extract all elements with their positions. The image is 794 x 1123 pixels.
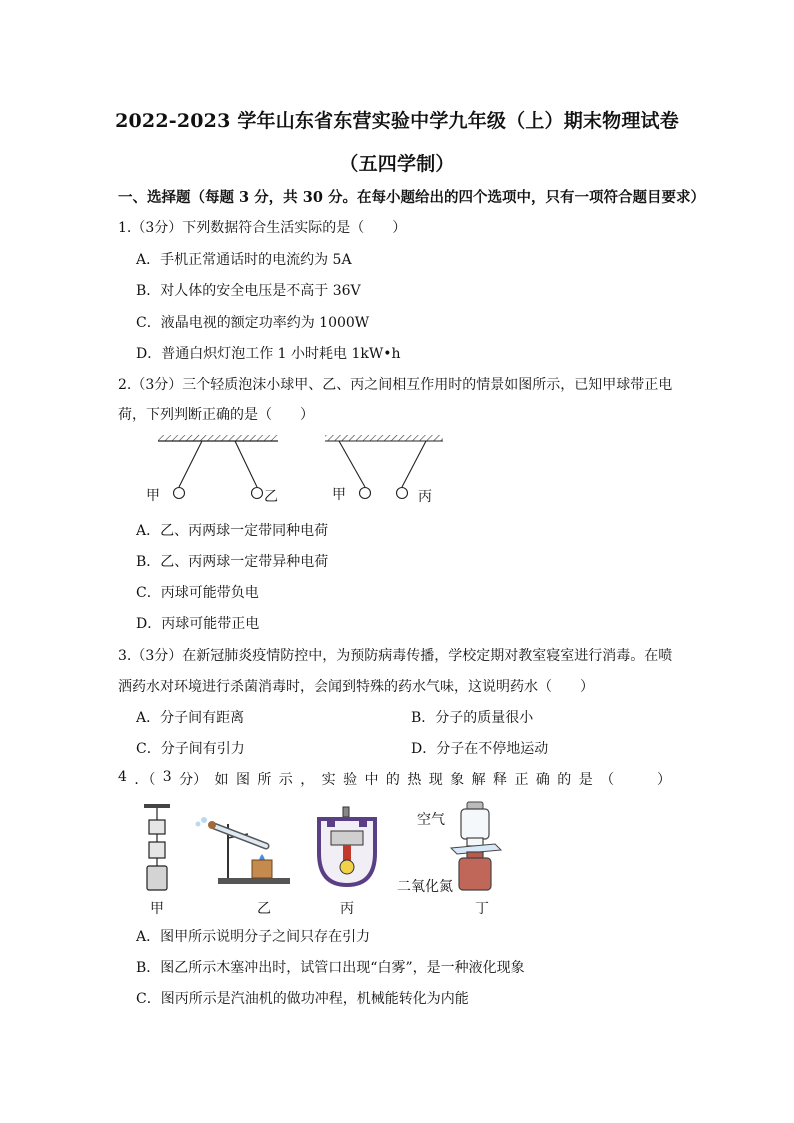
vapor-2 (196, 822, 201, 827)
test-tube-inner (214, 826, 266, 846)
q4-stem-part: 验 (343, 772, 358, 788)
piston-rod (343, 845, 351, 861)
q4-stem-part: 图 (235, 772, 250, 788)
ball-yi (252, 488, 263, 499)
bottom-bottle (459, 858, 491, 890)
q4-stem-part: ， (300, 772, 315, 788)
top-bottle-neck (467, 838, 483, 846)
q3-stem-line-1: 3.（3分）在新冠肺炎疫情防控中，为预防病毒传播，学校定期对教室寝室进行消毒。在喷 (118, 648, 673, 664)
q4-stem-part: 是 (578, 772, 593, 788)
q4-label-bing: 丙 (340, 901, 354, 917)
q4-stem-part: 实 (321, 772, 336, 788)
q2-figure (140, 430, 460, 510)
stand-base (218, 878, 290, 884)
q2-option-d: D．丙球可能带正电 (136, 616, 260, 632)
q2-label-bing: 丙 (418, 489, 432, 505)
q4-figure-yi (190, 810, 295, 890)
top-bottle (461, 809, 489, 839)
crank (340, 860, 354, 874)
q3-stem-line-2: 洒药水对环境进行杀菌消毒时，会闻到特殊的药水气味，这说明药水（ ） (118, 679, 594, 695)
q4-stem-part: 正 (514, 772, 529, 788)
cork (208, 821, 216, 829)
q4-stem-part: ．（ (134, 772, 156, 788)
q4-stem-part: 热 (407, 772, 422, 788)
q3-option-c: C．分子间有引力 (136, 741, 245, 757)
valve-right (359, 819, 367, 827)
ball-jia-left (174, 488, 185, 499)
q4-stem-part: 象 (450, 772, 465, 788)
q4-figure-bing (313, 805, 381, 890)
q4-stem-part: 的 (385, 772, 400, 788)
q2-label-jia-left: 甲 (146, 488, 160, 504)
ball-jia-right (360, 488, 371, 499)
q1-option-d: D．普通白炽灯泡工作 1 小时耗电 1kW•h (136, 346, 401, 362)
q4-option-c: C．图丙所示是汽油机的做功冲程，机械能转化为内能 (136, 991, 469, 1007)
lead-cylinder-bottom (149, 842, 165, 858)
q4-text-no2: 二氧化氮 (397, 879, 453, 895)
q1-option-a: A．手机正常通话时的电流约为 5A (136, 252, 352, 268)
thread-jia-right (339, 441, 365, 487)
thread-bing (402, 441, 426, 487)
q1-stem: 1.（3分）下列数据符合生活实际的是（ ） (118, 220, 407, 236)
weight (147, 866, 167, 890)
q4-stem-part: 释 (493, 772, 508, 788)
vapor-1 (201, 817, 207, 823)
q2-label-yi: 乙 (264, 489, 278, 505)
q4-stem-part: 的 (557, 772, 572, 788)
q2-label-jia-right: 甲 (332, 487, 346, 503)
q4-stem-part: 所 (257, 772, 272, 788)
q2-stem-line-2: 荷，下列判断正确的是（ ） (118, 407, 314, 423)
q4-figure-jia (138, 800, 178, 895)
q4-stem-part: 示 (278, 772, 293, 788)
title-line-2: （五四学制） (339, 153, 455, 175)
q4-stem-part: 3 (162, 769, 172, 785)
thread-yi (235, 441, 257, 487)
q4-stem-part (622, 769, 650, 789)
q4-text-air: 空气 (417, 812, 445, 828)
lead-cylinder-top (149, 820, 165, 834)
q4-stem-part: 分） (179, 772, 208, 788)
ball-bing (397, 488, 408, 499)
q4-stem-part: （ (600, 772, 615, 788)
q3-option-b: B．分子的质量很小 (411, 710, 534, 726)
q4-stem-part: ） (656, 772, 671, 788)
q3-option-d: D．分子在不停地运动 (411, 741, 549, 757)
q1-option-c: C．液晶电视的额定功率约为 1000W (136, 315, 370, 331)
q2-option-a: A．乙、丙两球一定带同种电荷 (136, 523, 329, 539)
title-line-1: 2022-2023 学年山东省东营实验中学九年级（上）期末物理试卷 (115, 110, 679, 132)
ceiling-right (325, 435, 443, 441)
q2-stem-line-1: 2.（3分）三个轻质泡沫小球甲、乙、丙之间相互作用时的情景如图所示，已知甲球带正电 (118, 377, 673, 393)
q2-option-c: C．丙球可能带负电 (136, 585, 259, 601)
support-bar (144, 804, 170, 808)
q4-option-b: B．图乙所示木塞冲出时，试管口出现“白雾”，是一种液化现象 (136, 960, 525, 976)
q4-label-jia: 甲 (150, 901, 164, 917)
valve-left (327, 819, 335, 827)
piston (331, 831, 363, 845)
q4-stem-part: 确 (535, 772, 550, 788)
q4-stem-part: 解 (471, 772, 486, 788)
q2-option-b: B．乙、丙两球一定带异种电荷 (136, 554, 329, 570)
q2-left-setup (158, 435, 278, 499)
lamp (252, 860, 272, 878)
q4-stem-part: 4 (118, 769, 127, 785)
q4-option-a: A．图甲所示说明分子之间只存在引力 (136, 929, 371, 945)
thread-jia-left (179, 441, 202, 487)
q4-stem (118, 769, 671, 789)
section-heading: 一、选择题（每题 3 分，共 30 分。在每小题给出的四个选项中，只有一项符合题目要求） (118, 189, 705, 206)
q4-stem-part: 中 (364, 772, 379, 788)
q4-label-yi: 乙 (257, 901, 271, 917)
q1-option-b: B．对人体的安全电压是不高于 36V (136, 283, 361, 299)
q4-stem-part: 如 (214, 772, 229, 788)
q4-label-ding: 丁 (475, 901, 489, 917)
spark-plug (343, 807, 349, 817)
ceiling-left (158, 435, 278, 441)
q4-stem-part: 现 (428, 772, 443, 788)
q3-option-a: A．分子间有距离 (136, 710, 245, 726)
q4-figure-ding (445, 800, 505, 895)
